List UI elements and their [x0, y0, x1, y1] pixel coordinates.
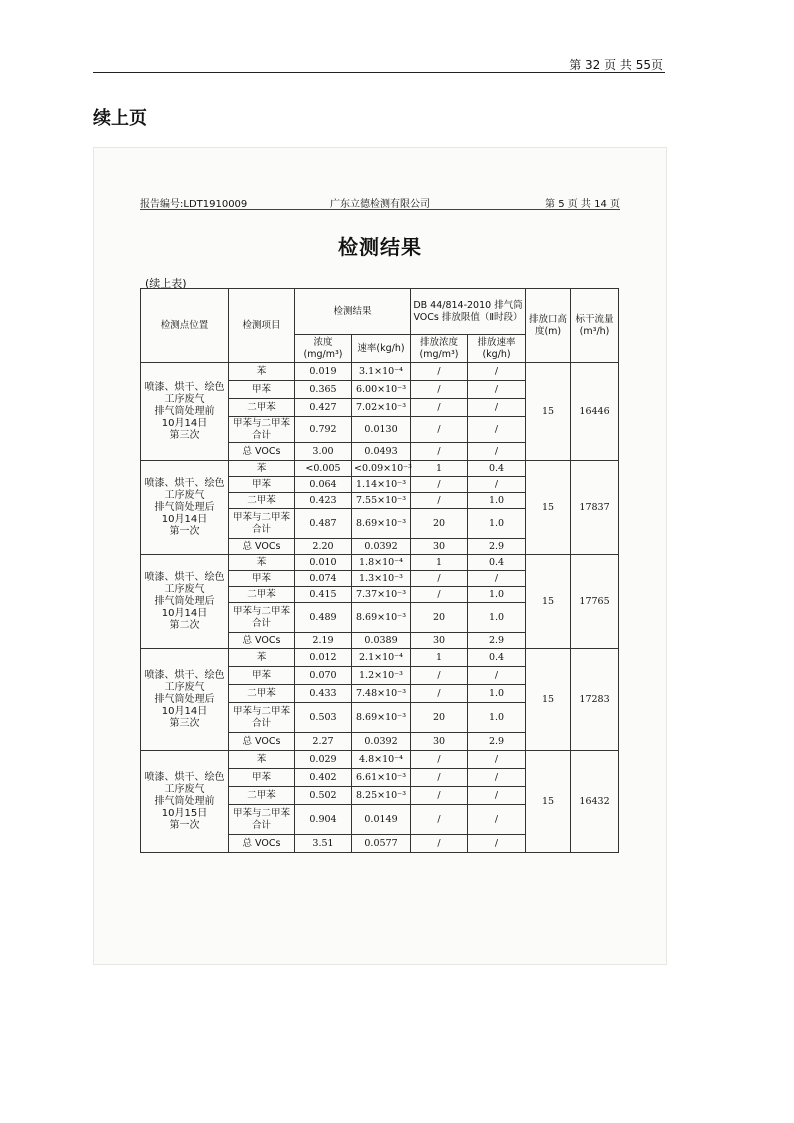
limit-concentration-cell: 30 — [411, 633, 468, 649]
item-cell: 甲苯 — [229, 667, 295, 685]
rate-cell: 2.1×10⁻⁴ — [352, 649, 411, 667]
limit-concentration-cell: 20 — [411, 509, 468, 539]
limit-rate-cell: / — [468, 751, 526, 769]
item-cell: 甲苯与二甲苯合计 — [229, 805, 295, 835]
location-line: 第三次 — [169, 429, 200, 441]
page-header — [93, 58, 665, 73]
location-line: 喷漆、烘干、绘色 — [144, 381, 225, 393]
concentration-cell: <0.005 — [295, 461, 352, 477]
limit-concentration-cell: / — [411, 805, 468, 835]
rate-cell: 0.0577 — [352, 835, 411, 853]
limit-concentration-cell: / — [411, 667, 468, 685]
concentration-cell: 0.402 — [295, 769, 352, 787]
limit-concentration-cell: / — [411, 477, 468, 493]
table-row — [141, 363, 619, 381]
location-line: 10月14日 — [161, 417, 208, 429]
limit-concentration-cell: / — [411, 835, 468, 853]
limit-rate-cell: / — [468, 399, 526, 417]
item-cell: 苯 — [229, 751, 295, 769]
scan-page-info: 第 5 页 共 14 页 — [545, 199, 620, 210]
rate-cell: 1.2×10⁻³ — [352, 667, 411, 685]
header-limit-concentration: 排放浓度(mg/m³) — [411, 335, 468, 363]
concentration-cell: 0.064 — [295, 477, 352, 493]
limit-rate-cell: / — [468, 571, 526, 587]
limit-concentration-cell: 1 — [411, 555, 468, 571]
limit-rate-cell: / — [468, 667, 526, 685]
rate-cell: 8.69×10⁻³ — [352, 603, 411, 633]
rate-cell: 6.00×10⁻³ — [352, 381, 411, 399]
location-cell — [141, 555, 229, 649]
flow-cell: 17283 — [571, 649, 619, 751]
item-cell: 苯 — [229, 461, 295, 477]
header-concentration: 浓度(mg/m³) — [295, 335, 352, 363]
concentration-cell: 0.904 — [295, 805, 352, 835]
location-line: 喷漆、烘干、绘色 — [144, 571, 225, 583]
limit-rate-cell: 1.0 — [468, 587, 526, 603]
header-height: 排放口高度(m) — [526, 289, 571, 363]
flow-cell: 16432 — [571, 751, 619, 853]
location-line: 排气筒处理后 — [154, 595, 215, 607]
header-limit: DB 44/814-2010 排气筒 VOCs 排放限值（Ⅱ时段） — [411, 289, 526, 335]
limit-rate-cell: / — [468, 417, 526, 443]
results-table — [140, 288, 619, 853]
limit-rate-cell: / — [468, 443, 526, 461]
rate-cell: 7.48×10⁻³ — [352, 685, 411, 703]
item-cell: 甲苯 — [229, 571, 295, 587]
limit-rate-cell: / — [468, 769, 526, 787]
header-rate: 速率(kg/h) — [352, 335, 411, 363]
limit-rate-cell: 0.4 — [468, 555, 526, 571]
item-cell: 总 VOCs — [229, 443, 295, 461]
limit-concentration-cell: / — [411, 493, 468, 509]
rate-cell: 0.0392 — [352, 733, 411, 751]
limit-concentration-cell: / — [411, 769, 468, 787]
concentration-cell: 0.427 — [295, 399, 352, 417]
limit-concentration-cell: 20 — [411, 603, 468, 633]
limit-rate-cell: 1.0 — [468, 603, 526, 633]
location-line: 排气筒处理后 — [154, 501, 215, 513]
rate-cell: 8.69×10⁻³ — [352, 703, 411, 733]
limit-concentration-cell: / — [411, 587, 468, 603]
limit-rate-cell: 0.4 — [468, 461, 526, 477]
concentration-cell: 0.010 — [295, 555, 352, 571]
limit-concentration-cell: 20 — [411, 703, 468, 733]
table-row — [141, 461, 619, 477]
location-line: 排气筒处理前 — [154, 795, 215, 807]
item-cell: 总 VOCs — [229, 539, 295, 555]
location-line: 工序废气 — [164, 583, 205, 595]
limit-concentration-cell: / — [411, 381, 468, 399]
item-cell: 甲苯与二甲苯合计 — [229, 509, 295, 539]
limit-rate-cell: 2.9 — [468, 539, 526, 555]
concentration-cell: 0.070 — [295, 667, 352, 685]
limit-concentration-cell: 1 — [411, 461, 468, 477]
item-cell: 总 VOCs — [229, 733, 295, 751]
limit-rate-cell: / — [468, 381, 526, 399]
limit-concentration-cell: / — [411, 399, 468, 417]
item-cell: 总 VOCs — [229, 633, 295, 649]
limit-rate-cell: / — [468, 477, 526, 493]
limit-rate-cell: / — [468, 805, 526, 835]
item-cell: 甲苯与二甲苯合计 — [229, 703, 295, 733]
rate-cell: 7.55×10⁻³ — [352, 493, 411, 509]
flow-cell: 16446 — [571, 363, 619, 461]
rate-cell: 3.1×10⁻⁴ — [352, 363, 411, 381]
header-location: 检测点位置 — [141, 289, 229, 363]
height-cell: 15 — [526, 363, 571, 461]
location-line: 喷漆、烘干、绘色 — [144, 477, 225, 489]
rate-cell: 4.8×10⁻⁴ — [352, 751, 411, 769]
location-cell — [141, 751, 229, 853]
limit-concentration-cell: / — [411, 685, 468, 703]
concentration-cell: 0.487 — [295, 509, 352, 539]
rate-cell: 1.8×10⁻⁴ — [352, 555, 411, 571]
rate-cell: 0.0389 — [352, 633, 411, 649]
limit-concentration-cell: 1 — [411, 649, 468, 667]
limit-concentration-cell: / — [411, 417, 468, 443]
location-cell — [141, 363, 229, 461]
header-flow: 标干流量(m³/h) — [571, 289, 619, 363]
item-cell: 苯 — [229, 363, 295, 381]
item-cell: 甲苯与二甲苯合计 — [229, 417, 295, 443]
rate-cell: 8.69×10⁻³ — [352, 509, 411, 539]
continued-table-label: (续上表) — [145, 277, 187, 290]
rate-cell: 0.0392 — [352, 539, 411, 555]
concentration-cell: 3.51 — [295, 835, 352, 853]
rate-cell: 7.02×10⁻³ — [352, 399, 411, 417]
concentration-cell: 3.00 — [295, 443, 352, 461]
item-cell: 二甲苯 — [229, 787, 295, 805]
rate-cell: 1.3×10⁻³ — [352, 571, 411, 587]
limit-concentration-cell: / — [411, 363, 468, 381]
limit-rate-cell: 2.9 — [468, 733, 526, 751]
report-number: 报告编号:LDT1910009 — [140, 199, 248, 210]
limit-rate-cell: 1.0 — [468, 493, 526, 509]
concentration-cell: 2.27 — [295, 733, 352, 751]
concentration-cell: 0.423 — [295, 493, 352, 509]
location-line: 喷漆、烘干、绘色 — [144, 669, 225, 681]
location-line: 工序废气 — [164, 783, 205, 795]
rate-cell: 7.37×10⁻³ — [352, 587, 411, 603]
header-limit-rate: 排放速率(kg/h) — [468, 335, 526, 363]
limit-concentration-cell: / — [411, 751, 468, 769]
flow-cell: 17837 — [571, 461, 619, 555]
concentration-cell: 0.029 — [295, 751, 352, 769]
concentration-cell: 0.503 — [295, 703, 352, 733]
location-line: 排气筒处理前 — [154, 405, 215, 417]
concentration-cell: 0.502 — [295, 787, 352, 805]
limit-concentration-cell: / — [411, 443, 468, 461]
concentration-cell: 0.019 — [295, 363, 352, 381]
limit-rate-cell: / — [468, 787, 526, 805]
concentration-cell: 2.19 — [295, 633, 352, 649]
results-body — [141, 363, 619, 853]
limit-concentration-cell: 30 — [411, 733, 468, 751]
item-cell: 甲苯与二甲苯合计 — [229, 603, 295, 633]
location-line: 排气筒处理后 — [154, 693, 215, 705]
limit-rate-cell: / — [468, 363, 526, 381]
continued-label: 续上页 — [93, 108, 147, 129]
item-cell: 二甲苯 — [229, 685, 295, 703]
limit-rate-cell: / — [468, 835, 526, 853]
item-cell: 甲苯 — [229, 769, 295, 787]
rate-cell: 0.0149 — [352, 805, 411, 835]
height-cell: 15 — [526, 555, 571, 649]
item-cell: 总 VOCs — [229, 835, 295, 853]
scan-title: 检测结果 — [338, 235, 422, 259]
concentration-cell: 0.489 — [295, 603, 352, 633]
location-line: 工序废气 — [164, 681, 205, 693]
item-cell: 苯 — [229, 649, 295, 667]
flow-cell: 17765 — [571, 555, 619, 649]
company-name: 广东立德检测有限公司 — [330, 199, 430, 210]
table-row — [141, 649, 619, 667]
concentration-cell: 0.433 — [295, 685, 352, 703]
rate-cell: 0.0130 — [352, 417, 411, 443]
rate-cell: <0.09×10⁻³ — [352, 461, 411, 477]
page-number: 第 32 页 共 55页 — [569, 58, 663, 72]
location-line: 工序废气 — [164, 489, 205, 501]
location-line: 喷漆、烘干、绘色 — [144, 771, 225, 783]
limit-concentration-cell: 30 — [411, 539, 468, 555]
rate-cell: 1.14×10⁻³ — [352, 477, 411, 493]
location-line: 10月14日 — [161, 513, 208, 525]
header-result: 检测结果 — [295, 289, 411, 335]
location-line: 10月14日 — [161, 705, 208, 717]
concentration-cell: 0.415 — [295, 587, 352, 603]
item-cell: 二甲苯 — [229, 493, 295, 509]
table-row — [141, 751, 619, 769]
location-line: 第三次 — [169, 717, 200, 729]
item-cell: 甲苯 — [229, 381, 295, 399]
concentration-cell: 2.20 — [295, 539, 352, 555]
item-cell: 二甲苯 — [229, 399, 295, 417]
location-line: 10月15日 — [161, 807, 208, 819]
location-line: 第一次 — [169, 819, 200, 831]
scan-header — [140, 195, 620, 210]
limit-rate-cell: 1.0 — [468, 703, 526, 733]
limit-rate-cell: 0.4 — [468, 649, 526, 667]
location-line: 第一次 — [169, 525, 200, 537]
scanned-report-page — [93, 147, 667, 965]
rate-cell: 0.0493 — [352, 443, 411, 461]
height-cell: 15 — [526, 751, 571, 853]
item-cell: 甲苯 — [229, 477, 295, 493]
concentration-cell: 0.012 — [295, 649, 352, 667]
concentration-cell: 0.365 — [295, 381, 352, 399]
table-row — [141, 555, 619, 571]
item-cell: 苯 — [229, 555, 295, 571]
rate-cell: 8.25×10⁻³ — [352, 787, 411, 805]
header-item: 检测项目 — [229, 289, 295, 363]
concentration-cell: 0.074 — [295, 571, 352, 587]
location-line: 第二次 — [169, 619, 200, 631]
location-line: 工序废气 — [164, 393, 205, 405]
concentration-cell: 0.792 — [295, 417, 352, 443]
rate-cell: 6.61×10⁻³ — [352, 769, 411, 787]
location-line: 10月14日 — [161, 607, 208, 619]
location-cell — [141, 649, 229, 751]
limit-rate-cell: 2.9 — [468, 633, 526, 649]
limit-concentration-cell: / — [411, 571, 468, 587]
item-cell: 二甲苯 — [229, 587, 295, 603]
location-cell — [141, 461, 229, 555]
height-cell: 15 — [526, 649, 571, 751]
limit-rate-cell: 1.0 — [468, 685, 526, 703]
height-cell: 15 — [526, 461, 571, 555]
limit-rate-cell: 1.0 — [468, 509, 526, 539]
limit-concentration-cell: / — [411, 787, 468, 805]
